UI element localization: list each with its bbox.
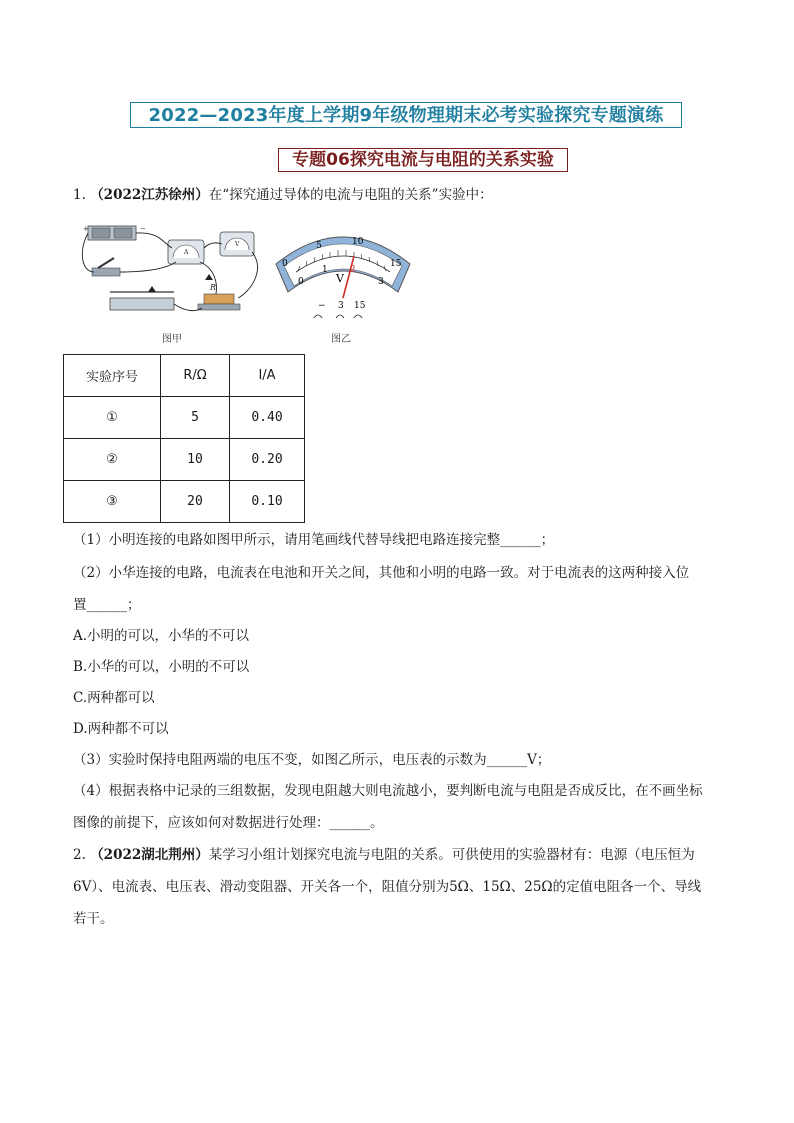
page-title: 2022—2023年度上学期9年级物理期末必考实验探究专题演练 xyxy=(130,102,682,128)
header-trial: 实验序号 xyxy=(64,355,161,397)
question-number: 1. xyxy=(73,187,86,203)
question-2-line-2: 6V）、电流表、电压表、滑动变阻器、开关各一个，阻值分别为5Ω、15Ω、25Ω的定值电阻各一个、导线 xyxy=(73,879,702,895)
table-cell: 0.40 xyxy=(230,397,305,439)
sub-question-2-continued: 置______； xyxy=(73,597,141,613)
figure-a-caption: 图甲 xyxy=(162,334,182,345)
dial-unit: V xyxy=(336,272,344,285)
table-cell: ① xyxy=(64,397,161,439)
dial-bottom-3: 3 xyxy=(378,277,384,287)
dial-top-15: 15 xyxy=(390,259,402,269)
dial-bottom-0: 0 xyxy=(298,277,304,287)
figure-b-caption: 图乙 xyxy=(331,334,351,345)
table-row xyxy=(64,481,305,523)
table-cell: ③ xyxy=(64,481,161,523)
dial-top-0: 0 xyxy=(282,259,288,269)
sub-question-4: （4）根据表格中记录的三组数据，发现电阻越大则电流越小，要判断电流与电阻是否成反比，在不画坐标 xyxy=(73,783,703,799)
data-table xyxy=(63,354,305,523)
option-d: D.两种都不可以 xyxy=(73,721,169,737)
header-resistance: R/Ω xyxy=(161,355,230,397)
table-cell: 10 xyxy=(161,439,230,481)
dial-bottom-1: 1 xyxy=(322,265,328,275)
option-a: A.小明的可以，小华的不可以 xyxy=(73,628,250,644)
option-c: C.两种都可以 xyxy=(73,690,155,706)
question-2-line-1 xyxy=(73,846,695,864)
svg-text:+: + xyxy=(83,225,89,233)
svg-text:A: A xyxy=(184,249,189,256)
sub-question-4-continued: 图像的前提下，应该如何对数据进行处理：______。 xyxy=(73,815,384,831)
table-cell: 5 xyxy=(161,397,230,439)
header-current: I/A xyxy=(230,355,305,397)
table-row xyxy=(64,397,305,439)
table-cell: 20 xyxy=(161,481,230,523)
voltmeter-figure xyxy=(270,222,416,326)
question-text: 某学习小组计划探究电流与电阻的关系。可供使用的实验器材有：电源（电压恒为 xyxy=(208,847,695,863)
svg-text:−: − xyxy=(140,225,146,233)
dial-top-10: 10 xyxy=(352,237,364,247)
dial-bottom-2: 2 xyxy=(350,265,356,275)
svg-text:V: V xyxy=(235,241,240,248)
question-source: （2022江苏徐州） xyxy=(90,187,209,203)
question-text: 在“探究通过导体的电流与电阻的关系”实验中： xyxy=(208,187,493,203)
terminal-15: 15 xyxy=(354,301,366,311)
table-cell: ② xyxy=(64,439,161,481)
table-row xyxy=(64,439,305,481)
option-b: B.小华的可以，小明的不可以 xyxy=(73,659,250,675)
question-1-stem xyxy=(73,186,493,204)
question-source: （2022湖北荆州） xyxy=(90,847,209,863)
svg-text:R: R xyxy=(210,283,217,292)
dial-top-5: 5 xyxy=(316,241,322,251)
question-2-line-3: 若干。 xyxy=(73,911,114,927)
table-cell: 0.10 xyxy=(230,481,305,523)
circuit-figure xyxy=(80,222,270,326)
sub-question-2: （2）小华连接的电路，电流表在电池和开关之间，其他和小明的电路一致。对于电流表的这两种接入位 xyxy=(73,565,690,581)
terminal-3: 3 xyxy=(338,301,344,311)
table-header-row xyxy=(64,355,305,397)
sub-question-3: （3）实验时保持电阻两端的电压不变，如图乙所示，电压表的示数为______V； xyxy=(73,752,551,768)
question-number: 2. xyxy=(73,847,86,863)
sub-question-1: （1）小明连接的电路如图甲所示，请用笔画线代替导线把电路连接完整______； xyxy=(73,532,555,548)
terminal-negative: − xyxy=(318,301,326,311)
table-cell: 0.20 xyxy=(230,439,305,481)
topic-subtitle: 专题06探究电流与电阻的关系实验 xyxy=(278,148,568,172)
